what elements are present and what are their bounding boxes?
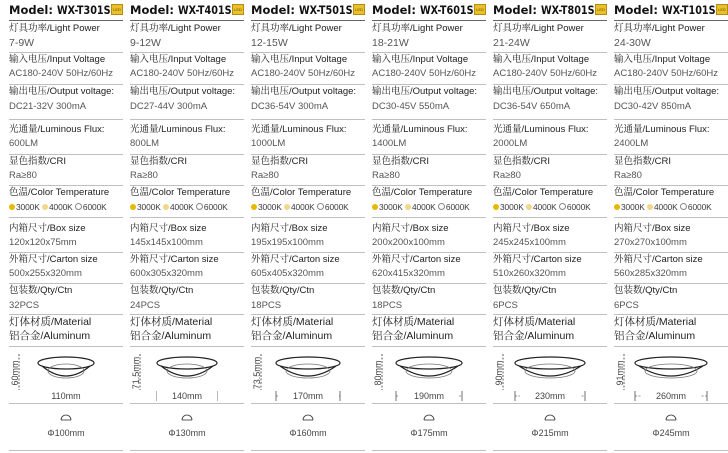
row-divider [130,119,244,120]
temp-6000k: 6000K [445,202,470,212]
cri-label: 显色指数/CRI [372,156,430,167]
luminous-flux-label: 光通量/Luminous Flux: [130,124,226,135]
temp-4000k: 4000K [169,202,194,212]
row-divider [493,119,607,120]
temp-4000k: 4000K [411,202,436,212]
header-divider [493,20,607,21]
lamp-height: 80mm [373,360,383,386]
light-power-label: 灯具功率/Light Power [614,23,705,34]
lamp-height: 60mm [10,360,20,386]
row-divider [251,154,365,155]
dimension-drawing [614,346,728,446]
cool-dot-icon [317,203,324,210]
qty-per-carton-value: 6PCS [493,300,518,311]
input-voltage-label: 输入电压/Input Voltage [372,54,469,65]
row-divider [9,52,123,53]
cutout-size: Φ215mm [531,428,569,438]
model-number: WX-T401S [177,3,232,17]
model-label: Model: [493,3,537,17]
carton-size-label: 外箱尺寸/Carton size [9,254,98,265]
color-temperature-options [251,201,365,213]
row-divider [130,217,244,218]
bottom-divider [614,450,728,451]
product-column [493,0,607,453]
row-divider [372,217,486,218]
warm-dot-icon [493,204,499,210]
dimension-drawing [372,346,486,446]
carton-size-value: 510x260x320mm [493,268,566,279]
color-temperature-label: 色温/Color Temperature [372,187,473,198]
box-size-value: 195x195x100mm [251,237,324,248]
neutral-dot-icon [42,204,48,210]
row-divider [372,185,486,186]
row-divider [493,217,607,218]
light-power-label: 灯具功率/Light Power [372,23,463,34]
dimension-drawing [251,346,365,446]
lamp-height: 90mm [494,360,504,386]
box-size-label: 内箱尺寸/Box size [372,223,449,234]
cutout-size: Φ130mm [168,428,206,438]
neutral-dot-icon [526,204,532,210]
row-divider [372,84,486,85]
carton-size-label: 外箱尺寸/Carton size [372,254,461,265]
led-badge-icon: LED [111,4,123,15]
luminous-flux-value: 800LM [130,138,160,149]
box-size-value: 245x245x100mm [493,237,566,248]
led-badge-icon: LED [595,4,607,15]
color-temperature-label: 色温/Color Temperature [9,187,110,198]
box-size-label: 内箱尺寸/Box size [493,223,570,234]
row-divider [372,154,486,155]
row-divider [614,314,728,315]
product-column [251,0,365,453]
lamp-height: 91mm [615,360,625,386]
color-temperature-label: 色温/Color Temperature [251,187,352,198]
color-temperature-options [493,201,607,213]
output-voltage-label: 输出电压/Output voltage: [251,86,357,97]
qty-per-carton-label: 包装数/Qty/Ctn [9,285,73,296]
row-divider [614,154,728,155]
input-voltage-value: AC180-240V 50Hz/60Hz [614,68,719,79]
input-voltage-value: AC180-240V 50Hz/60Hz [251,68,356,79]
color-temperature-options [614,201,728,213]
row-divider [614,283,728,284]
bottom-divider [130,450,244,451]
output-voltage-value: DC30-42V 850mA [614,101,692,112]
lamp-width: 110mm [36,391,96,401]
row-divider [493,52,607,53]
dimension-drawing [9,346,123,446]
qty-per-carton-label: 包装数/Qty/Ctn [251,285,315,296]
temp-3000k: 3000K [500,202,524,212]
row-divider [9,314,123,315]
neutral-dot-icon [163,204,169,210]
row-divider [251,217,365,218]
row-divider [130,314,244,315]
led-badge-icon: LED [232,4,244,15]
warm-dot-icon [130,204,136,210]
light-power-value: 24-30W [614,37,651,49]
box-size-value: 120x120x75mm [9,237,77,248]
row-divider [9,185,123,186]
temp-3000k: 3000K [16,202,40,212]
bottom-divider [372,450,486,451]
model-number: WX-T301S [56,3,111,17]
row-divider [251,84,365,85]
row-divider [251,52,365,53]
warm-dot-icon [614,204,620,210]
input-voltage-label: 输入电压/Input Voltage [493,54,590,65]
box-size-label: 内箱尺寸/Box size [251,223,328,234]
model-number: WX-T801S [540,3,595,17]
light-power-value: 9-12W [130,37,161,49]
row-divider [9,119,123,120]
material-label: 灯体材质/Material [372,316,455,328]
model-title [251,3,363,19]
model-number: WX-T101S [661,3,716,17]
carton-size-label: 外箱尺寸/Carton size [130,254,219,265]
light-power-label: 灯具功率/Light Power [130,23,221,34]
output-voltage-label: 输出电压/Output voltage: [372,86,478,97]
cri-value: Ra≥80 [372,170,400,181]
material-label: 灯体材质/Material [251,316,334,328]
cri-value: Ra≥80 [9,170,37,181]
row-divider [130,185,244,186]
product-column [9,0,123,453]
light-power-value: 21-24W [493,37,530,49]
box-size-label: 内箱尺寸/Box size [130,223,207,234]
material-label: 灯体材质/Material [614,316,697,328]
row-divider [493,283,607,284]
product-column [372,0,486,453]
temp-4000k: 4000K [532,202,557,212]
color-temperature-options [9,201,123,213]
row-divider [493,185,607,186]
luminous-flux-label: 光通量/Luminous Flux: [9,124,105,135]
row-divider [251,252,365,253]
row-divider [614,84,728,85]
bottom-divider [9,450,123,451]
material-value: 铝合金/Aluminum [372,330,454,342]
output-voltage-value: DC27-44V 300mA [130,101,208,112]
row-divider [130,283,244,284]
carton-size-value: 605x405x320mm [251,268,324,279]
qty-per-carton-value: 18PCS [251,300,282,311]
material-label: 灯体材质/Material [9,316,92,328]
qty-per-carton-label: 包装数/Qty/Ctn [130,285,194,296]
temp-4000k: 4000K [290,202,315,212]
output-voltage-label: 输出电压/Output voltage: [130,86,236,97]
input-voltage-value: AC180-240V 50Hz/60Hz [130,68,235,79]
input-voltage-label: 输入电压/Input Voltage [9,54,106,65]
warm-dot-icon [372,204,378,210]
temp-3000k: 3000K [379,202,403,212]
row-divider [251,314,365,315]
lamp-height: 73.5mm [252,356,262,390]
box-size-label: 内箱尺寸/Box size [614,223,691,234]
cutout-size: Φ100mm [47,428,85,438]
qty-per-carton-value: 6PCS [614,300,639,311]
cri-label: 显色指数/CRI [493,156,551,167]
model-label: Model: [251,3,295,17]
luminous-flux-label: 光通量/Luminous Flux: [372,124,468,135]
led-badge-icon: LED [474,4,486,15]
color-temperature-label: 色温/Color Temperature [614,187,715,198]
row-divider [9,252,123,253]
row-divider [9,217,123,218]
light-power-label: 灯具功率/Light Power [9,23,100,34]
temp-4000k: 4000K [48,202,73,212]
color-temperature-options [130,201,244,213]
material-value: 铝合金/Aluminum [493,330,575,342]
box-size-value: 200x200x100mm [372,237,445,248]
cool-dot-icon [75,203,82,210]
box-size-value: 270x270x100mm [614,237,687,248]
cool-dot-icon [196,203,203,210]
bottom-divider [251,450,365,451]
model-label: Model: [9,3,53,17]
warm-dot-icon [251,204,257,210]
luminous-flux-label: 光通量/Luminous Flux: [493,124,589,135]
temp-6000k: 6000K [687,202,712,212]
led-badge-icon: LED [353,4,365,15]
row-divider [372,119,486,120]
model-number: WX-T601S [419,3,474,17]
input-voltage-label: 输入电压/Input Voltage [130,54,227,65]
dimension-drawing [493,346,607,446]
temp-6000k: 6000K [324,202,349,212]
model-title [130,3,242,19]
input-voltage-label: 输入电压/Input Voltage [251,54,348,65]
box-size-value: 145x145x100mm [130,237,203,248]
light-power-label: 灯具功率/Light Power [493,23,584,34]
neutral-dot-icon [284,204,290,210]
lamp-width: 260mm [641,391,701,401]
color-temperature-label: 色温/Color Temperature [493,187,594,198]
temp-6000k: 6000K [82,202,107,212]
material-label: 灯体材质/Material [493,316,576,328]
row-divider [614,252,728,253]
carton-size-label: 外箱尺寸/Carton size [251,254,340,265]
product-column [130,0,244,453]
material-value: 铝合金/Aluminum [9,330,91,342]
row-divider [493,84,607,85]
row-divider [9,283,123,284]
cri-label: 显色指数/CRI [251,156,309,167]
header-divider [372,20,486,21]
led-badge-icon: LED [716,4,728,15]
box-size-label: 内箱尺寸/Box size [9,223,86,234]
lamp-width: 170mm [278,391,338,401]
light-power-label: 灯具功率/Light Power [251,23,342,34]
qty-per-carton-value: 24PCS [130,300,161,311]
cutout-size: Φ175mm [410,428,448,438]
material-label: 灯体材质/Material [130,316,213,328]
neutral-dot-icon [647,204,653,210]
cri-label: 显色指数/CRI [130,156,188,167]
color-temperature-label: 色温/Color Temperature [130,187,231,198]
carton-size-value: 500x255x320mm [9,268,82,279]
bottom-divider [493,450,607,451]
header-divider [130,20,244,21]
cri-label: 显色指数/CRI [9,156,67,167]
carton-size-label: 外箱尺寸/Carton size [493,254,582,265]
row-divider [614,217,728,218]
material-value: 铝合金/Aluminum [251,330,333,342]
material-value: 铝合金/Aluminum [130,330,212,342]
row-divider [251,185,365,186]
header-divider [614,20,728,21]
luminous-flux-value: 2000LM [493,138,528,149]
luminous-flux-value: 600LM [9,138,39,149]
cool-dot-icon [438,203,445,210]
input-voltage-value: AC180-240V 50Hz/60Hz [493,68,598,79]
carton-size-label: 外箱尺寸/Carton size [614,254,703,265]
qty-per-carton-value: 32PCS [9,300,40,311]
output-voltage-value: DC21-32V 300mA [9,101,87,112]
output-voltage-value: DC36-54V 300mA [251,101,329,112]
cri-label: 显色指数/CRI [614,156,672,167]
model-title [493,3,605,19]
cri-value: Ra≥80 [130,170,158,181]
row-divider [251,283,365,284]
cri-value: Ra≥80 [251,170,279,181]
luminous-flux-label: 光通量/Luminous Flux: [251,124,347,135]
row-divider [493,252,607,253]
row-divider [9,84,123,85]
cri-value: Ra≥80 [493,170,521,181]
model-title [614,3,726,19]
qty-per-carton-label: 包装数/Qty/Ctn [372,285,436,296]
header-divider [9,20,123,21]
row-divider [372,314,486,315]
input-voltage-label: 输入电压/Input Voltage [614,54,711,65]
row-divider [372,52,486,53]
luminous-flux-value: 1000LM [251,138,286,149]
temp-3000k: 3000K [258,202,282,212]
temp-6000k: 6000K [566,202,591,212]
light-power-value: 12-15W [251,37,288,49]
output-voltage-label: 输出电压/Output voltage: [493,86,599,97]
input-voltage-value: AC180-240V 50Hz/60Hz [9,68,114,79]
row-divider [130,154,244,155]
carton-size-value: 560x285x320mm [614,268,687,279]
qty-per-carton-label: 包装数/Qty/Ctn [493,285,557,296]
neutral-dot-icon [405,204,411,210]
output-voltage-label: 输出电压/Output voltage: [614,86,720,97]
model-label: Model: [614,3,658,17]
product-column [614,0,728,453]
row-divider [614,52,728,53]
output-voltage-value: DC36-54V 650mA [493,101,571,112]
model-title [9,3,121,19]
color-temperature-options [372,201,486,213]
row-divider [130,252,244,253]
warm-dot-icon [9,204,15,210]
row-divider [614,185,728,186]
material-value: 铝合金/Aluminum [614,330,696,342]
luminous-flux-value: 1400LM [372,138,407,149]
temp-3000k: 3000K [621,202,645,212]
cool-dot-icon [680,203,687,210]
cutout-size: Φ160mm [289,428,327,438]
lamp-width: 140mm [157,391,217,401]
carton-size-value: 620x415x320mm [372,268,445,279]
cri-value: Ra≥80 [614,170,642,181]
row-divider [130,52,244,53]
temp-4000k: 4000K [653,202,678,212]
temp-6000k: 6000K [203,202,228,212]
qty-per-carton-value: 18PCS [372,300,403,311]
model-label: Model: [130,3,174,17]
luminous-flux-value: 2400LM [614,138,649,149]
lamp-width: 190mm [399,391,459,401]
row-divider [614,119,728,120]
temp-3000k: 3000K [137,202,161,212]
cool-dot-icon [559,203,566,210]
row-divider [130,84,244,85]
row-divider [9,154,123,155]
carton-size-value: 600x305x320mm [130,268,203,279]
row-divider [372,283,486,284]
cutout-size: Φ245mm [652,428,690,438]
row-divider [251,119,365,120]
model-label: Model: [372,3,416,17]
model-title [372,3,484,19]
output-voltage-label: 输出电压/Output voltage: [9,86,115,97]
dimension-drawing [130,346,244,446]
row-divider [493,154,607,155]
model-number: WX-T501S [298,3,353,17]
light-power-value: 18-21W [372,37,409,49]
output-voltage-value: DC30-45V 550mA [372,101,450,112]
header-divider [251,20,365,21]
row-divider [493,314,607,315]
row-divider [372,252,486,253]
lamp-width: 230mm [520,391,580,401]
qty-per-carton-label: 包装数/Qty/Ctn [614,285,678,296]
input-voltage-value: AC180-240V 50Hz/60Hz [372,68,477,79]
lamp-height: 71.5mm [131,356,141,390]
light-power-value: 7-9W [9,37,35,49]
luminous-flux-label: 光通量/Luminous Flux: [614,124,710,135]
